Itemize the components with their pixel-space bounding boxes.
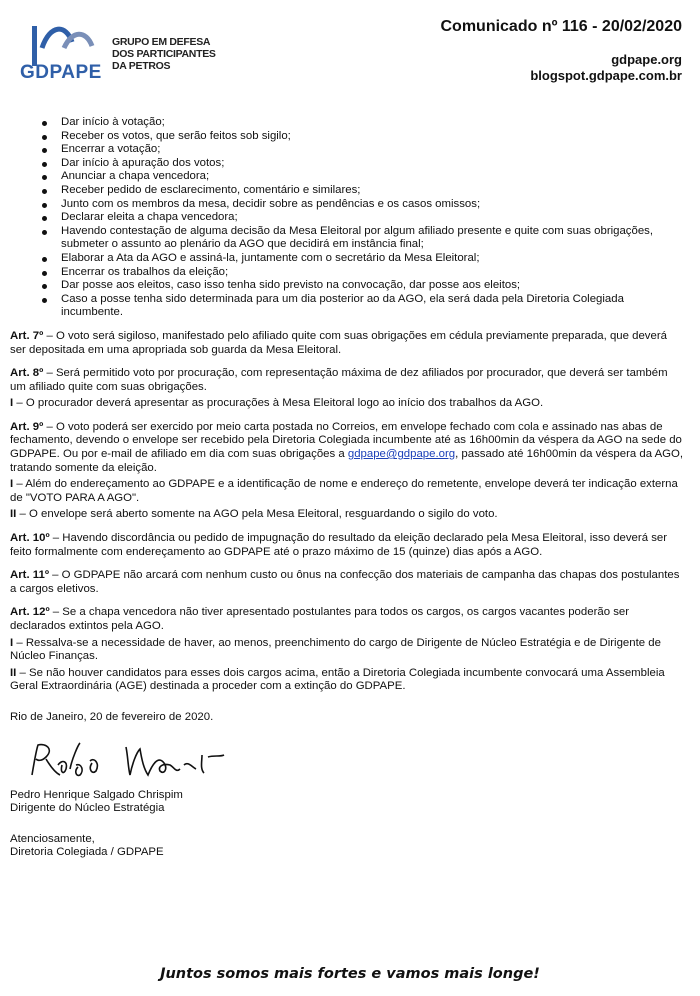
list-item: Junto com os membros da mesa, decidir sobre as pendências e os casos omissos;: [42, 198, 685, 212]
email-link[interactable]: gdpape@gdpape.org: [347, 448, 456, 461]
article-12: Art. 12º – Se a chapa vencedora não tiver apresentado postulantes para todos os cargos, os cargos vacantes poderão ser declarados extintos pela AGO.: [10, 606, 630, 632]
list-item: Elaborar a Ata da AGO e assiná-la, juntamente com o secretário da Mesa Eleitoral;: [42, 252, 685, 266]
list-item: Caso a posse tenha sido determinada para um dia posterior ao da AGO, ela será dada pela Diretoria Colegiada incumbente.: [42, 293, 685, 320]
closing-org: Diretoria Colegiada / GDPAPE: [10, 846, 164, 859]
list-item: Dar posse aos eleitos, caso isso tenha sido previsto na convocação, dar posse aos eleitos;: [42, 279, 685, 293]
article-7: Art. 7º – O voto será sigiloso, manifestado pelo afiliado quite com suas obrigações em cédula previamente preparada, que deverá ser depositada em uma apropriada sob guarda da Mesa Eleitoral.: [10, 329, 667, 356]
list-item: Declarar eleita a chapa vencedora;: [42, 211, 685, 225]
closing: Atenciosamente,: [10, 832, 95, 845]
list-item: Dar início à votação;: [42, 116, 685, 130]
list-item: Encerrar a votação;: [42, 143, 685, 157]
article-12-item-i: I – Ressalva-se a necessidade de haver, ao menos, preenchimento do cargo de Dirigente de Núcleo Estratégia e de Dirigente de Núcleo Finanças.: [10, 636, 661, 663]
document-date: Rio de Janeiro, 20 de fevereiro de 2020.: [10, 710, 214, 723]
article-12-item-ii: II – Se não houver candidatos para esses dois cargos acima, então a Diretoria Colegiada incumbente convocará uma Assembleia Geral Extraordinária (AGE) destinada a proceder com a extinção do GDPAPE.: [10, 666, 665, 693]
signer-role: Dirigente do Núcleo Estratégia: [10, 802, 165, 815]
article-8: Art. 8º – Será permitido voto por procuração, com representação máxima de dez afiliados por procurador, que deverá ser também um afiliado quite com suas obrigações.: [10, 367, 668, 393]
signature: [10, 735, 685, 787]
motto: Juntos somos mais fortes e vamos mais longe!: [160, 966, 540, 982]
communique-title: Comunicado nº 116 - 20/02/2020: [440, 18, 682, 35]
article-10: Art. 10º – Havendo discordância ou pedido de impugnação do resultado da eleição declarado pela Mesa Eleitoral, isso deverá ser feito formalmente com endereçamento ao GDPAPE até o prazo máximo de 15 (quinze) dias após a AGO.: [10, 532, 668, 558]
logo-text: GDPAPE: [20, 62, 102, 83]
signature-icon: [24, 735, 244, 787]
list-item: Receber pedido de esclarecimento, comentário e similares;: [42, 184, 685, 198]
article-8-item-i: I – O procurador deverá apresentar as procurações à Mesa Eleitoral logo ao início dos trabalhos da AGO.: [10, 397, 544, 410]
article-11: Art. 11º – O GDPAPE não arcará com nenhum custo ou ônus na confecção dos materiais de campanha das chapas dos postulantes a cargos eletivos.: [10, 569, 680, 595]
document-body: [10, 116, 685, 860]
list-item: Receber os votos, que serão feitos sob sigilo;: [42, 130, 685, 144]
list-item: Encerrar os trabalhos da eleição;: [42, 266, 685, 280]
duties-list: [42, 116, 685, 320]
site-link[interactable]: gdpape.org: [611, 52, 682, 67]
list-item: Anunciar a chapa vencedora;: [42, 170, 685, 184]
blog-link[interactable]: blogspot.gdpape.com.br: [530, 68, 682, 83]
article-9: Art. 9º – O voto poderá ser exercido por meio carta postada no Correios, em envelope fechado com cola e assinado nas abas de fechamento, devendo o envelope ser recebido pela Diretoria Colegiada incumbente até as 16h00min da véspera da AGO na sede do GDPAPE. Ou por e-mail de afiliado em dia com suas obrigações a gdpape@gdpape.org, passado até 16h00min da véspera da AGO, tratando somente da eleição.: [10, 420, 684, 474]
list-item: Dar início à apuração dos votos;: [42, 157, 685, 171]
group-name: GRUPO EM DEFESA DOS PARTICIPANTES DA PETROS: [112, 36, 216, 72]
signer-name: Pedro Henrique Salgado Chrispim: [10, 788, 183, 801]
article-9-item-ii: II – O envelope será aberto somente na AGO pela Mesa Eleitoral, resguardando o sigilo do voto.: [10, 508, 498, 521]
article-9-item-i: I – Além do endereçamento ao GDPAPE e a identificação de nome e endereço do remetente, envelope deverá ter indicação externa de "VOTO PARA A AGO".: [10, 478, 678, 504]
header: [0, 0, 700, 110]
list-item: Havendo contestação de alguma decisão da Mesa Eleitoral por algum afiliado presente e quite com suas obrigações, submeter o assunto ao plenário da AGO que decidirá em instância final;: [42, 225, 685, 252]
